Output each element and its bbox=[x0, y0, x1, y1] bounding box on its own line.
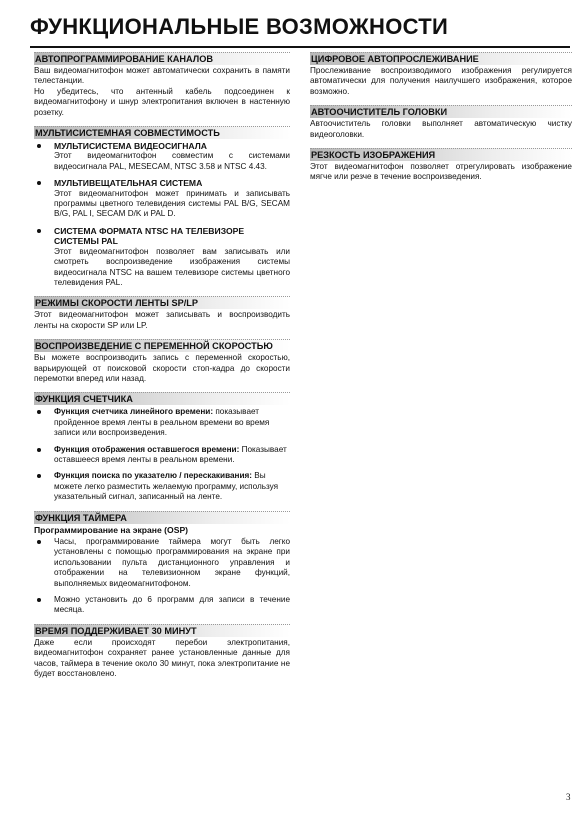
list-item bbox=[34, 537, 290, 589]
paragraph: Прослеживание воспроизводимого изображения регулируется автоматически для получения наилучшего изображения, которое возможно. bbox=[310, 66, 572, 96]
section-heading: АВТОПРОГРАММИРОВАНИЕ КАНАЛОВ bbox=[34, 52, 290, 65]
paragraph: Этот видеомагнитофон позволяет отрегулировать изображение мягче или резче в течение воспроизведения. bbox=[310, 162, 572, 182]
section-digital-tracking bbox=[310, 52, 572, 97]
osp-subheading: Программирование на экране (OSP) bbox=[34, 524, 189, 535]
item-bold: Функция счетчика линейного времени: bbox=[54, 407, 214, 417]
feature-list bbox=[34, 407, 290, 502]
section-variable-speed bbox=[34, 339, 290, 384]
left-column bbox=[34, 52, 290, 687]
list-item bbox=[34, 407, 290, 438]
list-item bbox=[34, 471, 290, 502]
paragraph: Вы можете воспроизводить запись с переменной скоростью, варьирующей от поисковой скорости стоп-кадра до скорости перемотки вперед или назад. bbox=[34, 353, 290, 383]
section-heading: ВРЕМЯ ПОДДЕРЖИВАЕТ 30 МИНУТ bbox=[34, 624, 290, 637]
paragraph: Автоочиститель головки выполняет автоматическую чистку видеоголовки. bbox=[310, 119, 572, 139]
item-text: Этот видеомагнитофон позволяет вам записывать или смотреть воспроизведение изображения системы видеосигнала NTSC на вашем телевизоре системы цветного телевидения PAL. bbox=[54, 246, 290, 287]
page-title: ФУНКЦИОНАЛЬНЫЕ ВОЗМОЖНОСТИ bbox=[30, 14, 570, 48]
list-item bbox=[34, 141, 290, 172]
section-heading: РЕЗКОСТЬ ИЗОБРАЖЕНИЯ bbox=[310, 148, 572, 161]
item-title: МУЛЬТИСИСТЕМА ВИДЕОСИГНАЛА bbox=[54, 141, 207, 152]
section-heading: ФУНКЦИЯ СЧЕТЧИКА bbox=[34, 392, 290, 405]
paragraph: Но убедитесь, что антенный кабель подсоединен к видеомагнитофону и шнур электропитания включен в настенную розетку. bbox=[34, 86, 290, 117]
item-text: Этот видеомагнитофон может принимать и записывать программы цветного телевидения системы PAL B/G, SECAM B/G, PAL I, SECAM D/K и PAL D. bbox=[54, 188, 290, 219]
item-text: Часы, программирование таймера могут быть легко установлены с помощью программирования на экране при использовании пульта дистанционного управления и отображении на телевизионном экране функций, выполняемых видеомагнитофоном. bbox=[54, 537, 290, 588]
item-bold: Функция отображения оставшегося времени: bbox=[54, 444, 240, 454]
section-sharpness bbox=[310, 148, 572, 183]
section-heading: ФУНКЦИЯ ТАЙМЕРА bbox=[34, 511, 290, 524]
page-number: 3 bbox=[566, 792, 571, 802]
item-title: СИСТЕМА ФОРМАТА NTSC НА ТЕЛЕВИЗОРЕ СИСТЕМЫ PAL bbox=[54, 225, 245, 247]
paragraph: Этот видеомагнитофон может записывать и воспроизводить ленты на скорости SP или LP. bbox=[34, 310, 290, 330]
list-item bbox=[34, 595, 290, 616]
section-auto-programming bbox=[34, 52, 290, 118]
section-heading: ВОСПРОИЗВЕДЕНИЕ С ПЕРЕМЕННОЙ СКОРОСТЬЮ bbox=[34, 339, 290, 352]
item-title: МУЛЬТИВЕЩАТЕЛЬНАЯ СИСТЕМА bbox=[54, 178, 203, 189]
item-bold: Функция поиска по указателю / перескакивания: bbox=[54, 471, 253, 481]
section-heading: АВТООЧИСТИТЕЛЬ ГОЛОВКИ bbox=[310, 105, 572, 118]
feature-list bbox=[34, 141, 290, 288]
paragraph: Даже если происходят перебои электропитания, видеомагнитофон сохраняет ранее установленные данные для часов, таймера в течение около 30 минут, пока электропитание не будет восстановлено. bbox=[34, 637, 290, 679]
paragraph: Ваш видеомагнитофон может автоматически сохранить в памяти телестанции. bbox=[34, 66, 290, 86]
feature-list bbox=[34, 537, 290, 616]
section-heading: ЦИФРОВОЕ АВТОПРОСЛЕЖИВАНИЕ bbox=[310, 52, 572, 65]
item-text: Можно установить до 6 программ для записи в течение месяца. bbox=[54, 595, 290, 615]
section-heading: РЕЖИМЫ СКОРОСТИ ЛЕНТЫ SP/LP bbox=[34, 296, 290, 309]
item-text: Вы можете легко разместить желаемую программу, используя указательный сигнал, записанный на ленте. bbox=[54, 471, 279, 502]
section-multisystem bbox=[34, 126, 290, 288]
list-item bbox=[34, 445, 290, 466]
right-column bbox=[310, 52, 572, 191]
item-text: Этот видеомагнитофон совместим с системами видеосигнала PAL, MESECAM, NTSC 3.58 и NTSC 4.43. bbox=[54, 151, 290, 171]
section-tape-speed bbox=[34, 296, 290, 331]
list-item bbox=[34, 178, 290, 220]
section-counter bbox=[34, 392, 290, 502]
section-memory bbox=[34, 624, 290, 680]
section-head-cleaner bbox=[310, 105, 572, 140]
list-item bbox=[34, 226, 290, 288]
item-text: Показывает оставшееся время ленты в реальном времени. bbox=[54, 444, 287, 464]
item-text: показывает пройденное время ленты в реальном времени во время записи или воспроизведения. bbox=[54, 407, 270, 438]
section-timer bbox=[34, 511, 290, 616]
section-heading: МУЛЬТИСИСТЕМНАЯ СОВМЕСТИМОСТЬ bbox=[34, 126, 290, 139]
